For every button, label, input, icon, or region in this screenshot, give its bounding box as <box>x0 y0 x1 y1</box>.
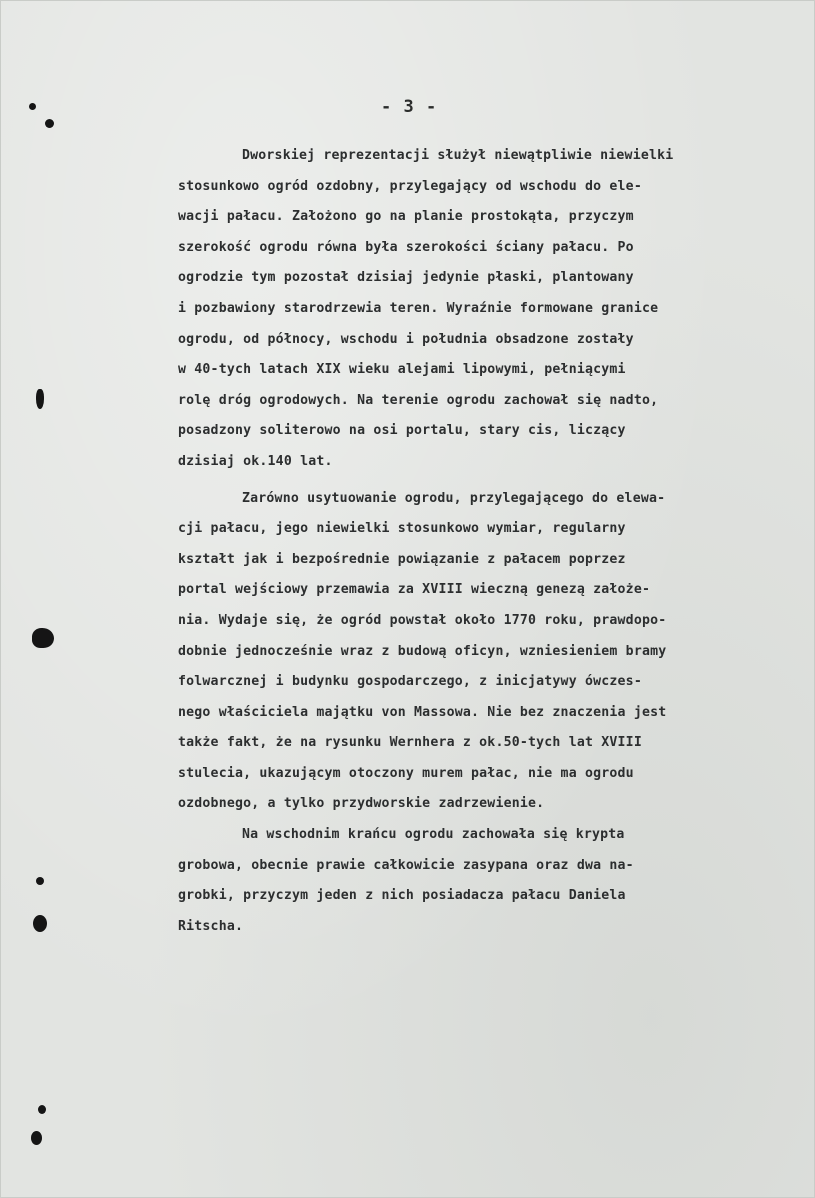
text-line: Dworskiej reprezentacji służył niewątpliwie niewielki <box>242 148 674 163</box>
punch-hole-7 <box>38 1105 46 1114</box>
text-line: Na wschodnim krańcu ogrodu zachowała się krypta <box>242 827 625 843</box>
text-line: rolę dróg ogrodowych. Na terenie ogrodu zachował się nadto, <box>178 392 659 408</box>
text-line: nia. Wydaje się, że ogród powstał około 1770 roku, prawdopo- <box>178 612 667 628</box>
punch-hole-5 <box>36 877 44 885</box>
paragraph-2 <box>178 484 803 821</box>
text-line: i pozbawiony starodrzewia teren. Wyraźnie formowane granice <box>178 300 659 316</box>
punch-hole-6 <box>33 915 47 932</box>
text-line: wacji pałacu. Założono go na planie prostokąta, przyczym <box>178 209 634 225</box>
text-line: szerokość ogrodu równa była szerokości ściany pałacu. Po <box>178 239 634 255</box>
text-line: cji pałacu, jego niewielki stosunkowo wymiar, regularny <box>178 521 626 537</box>
body-text <box>178 141 803 942</box>
text-line: dobnie jednocześnie wraz z budową oficyn, wzniesieniem bramy <box>178 643 667 659</box>
text-line: grobki, przyczym jeden z nich posiadacza pałacu Daniela <box>178 888 626 904</box>
text-line: portal wejściowy przemawia za XVIII wieczną genezą założe- <box>178 582 651 598</box>
text-line: folwarcznej i budynku gospodarczego, z inicjatywy ówczes- <box>178 674 642 690</box>
paragraph-3 <box>178 820 803 942</box>
paragraph-1 <box>178 141 803 478</box>
text-line: grobowa, obecnie prawie całkowicie zasypana oraz dwa na- <box>178 857 634 873</box>
punch-hole-2 <box>45 119 54 128</box>
text-line: ozdobnego, a tylko przydworskie zadrzewienie. <box>178 796 545 812</box>
text-line: dzisiaj ok.140 lat. <box>178 453 333 469</box>
page-number: - 3 - <box>381 97 438 117</box>
text-line: nego właściciela majątku von Massowa. Nie bez znaczenia jest <box>178 704 667 720</box>
text-line: także fakt, że na rysunku Wernhera z ok.50-tych lat XVIII <box>178 735 642 751</box>
text-line: w 40-tych latach XIX wieku alejami lipowymi, pełniącymi <box>178 362 626 378</box>
punch-hole-8 <box>31 1131 42 1145</box>
text-line: kształt jak i bezpośrednie powiązanie z pałacem poprzez <box>178 551 626 567</box>
text-line: stulecia, ukazującym otoczony murem pałac, nie ma ogrodu <box>178 765 634 781</box>
punch-hole-1 <box>29 103 36 110</box>
text-line: ogrodu, od północy, wschodu i południa obsadzone zostały <box>178 331 634 347</box>
text-line: ogrodzie tym pozostał dzisiaj jedynie płaski, plantowany <box>178 270 634 286</box>
text-line: Ritscha. <box>178 918 244 934</box>
text-line: stosunkowo ogród ozdobny, przylegający od wschodu do ele- <box>178 178 642 194</box>
text-line: posadzony soliterowo na osi portalu, stary cis, liczący <box>178 423 626 439</box>
text-line: Zarówno usytuowanie ogrodu, przylegającego do elewa- <box>242 490 666 506</box>
punch-hole-3 <box>36 389 44 409</box>
punch-hole-4 <box>32 628 54 648</box>
